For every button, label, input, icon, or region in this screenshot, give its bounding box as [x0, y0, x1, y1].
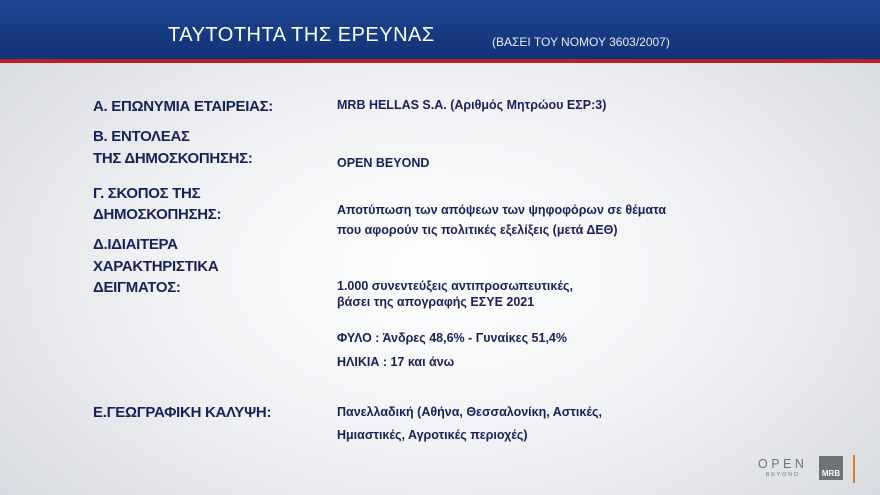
coverage-value-line2: Ημιαστικές, Αγροτικές περιοχές) [337, 428, 528, 442]
client-label-line2: ΤΗΣ ΔΗΜΟΣΚΟΠΗΣΗΣ: [93, 150, 253, 167]
sample-value-line1: 1.000 συνεντεύξεις αντιπροσωπευτικές, [337, 279, 573, 293]
client-value: OPEN BEYOND [337, 156, 430, 170]
mrb-logo-text: MRB [821, 469, 841, 478]
client-label-line1: Β. ΕΝΤΟΛΕΑΣ [93, 128, 190, 145]
page-title: ΤΑΥΤΟΤΗΤΑ ΤΗΣ ΕΡΕΥΝΑΣ [168, 24, 435, 46]
purpose-label-line1: Γ. ΣΚΟΠΟΣ ΤΗΣ [93, 185, 201, 202]
title-banner [0, 0, 880, 63]
open-logo-text: OPEN [758, 457, 808, 471]
beyond-logo-text: BEYOND [765, 472, 800, 478]
sample-label-line1: Δ.ΙΔΙΑΙΤΕΡΑ [93, 236, 178, 253]
gender-value: ΦΥΛΟ : Άνδρες 48,6% - Γυναίκες 51,4% [337, 331, 567, 345]
sample-label-line3: ΔΕΙΓΜΑΤΟΣ: [93, 279, 181, 296]
open-beyond-logo [758, 458, 807, 479]
page-subtitle: (ΒΑΣΕΙ ΤΟΥ ΝΟΜΟΥ 3603/2007) [492, 35, 670, 49]
age-value: ΗΛΙΚΙΑ : 17 και άνω [337, 355, 455, 369]
company-label: Α. ΕΠΩΝΥΜΙΑ ΕΤΑΙΡΕΙΑΣ: [93, 98, 273, 115]
coverage-label: Ε.ΓΕΩΓΡΑΦΙΚΗ ΚΑΛΥΨΗ: [93, 404, 272, 421]
purpose-value-line2: που αφορούν τις πολιτικές εξελίξεις (μετά ΔΕΘ) [337, 223, 618, 237]
purpose-value-line1: Αποτύπωση των απόψεων των ψηφοφόρων σε θέματα [337, 203, 667, 217]
company-value: MRB HELLAS S.A. (Αριθμός Μητρώου ΕΣΡ:3) [337, 98, 607, 112]
sample-value-line2: βάσει της απογραφής ΕΣΥΕ 2021 [337, 295, 535, 309]
sample-label-line2: ΧΑΡΑΚΤΗΡΙΣΤΙΚΑ [93, 258, 219, 275]
purpose-label-line2: ΔΗΜΟΣΚΟΠΗΣΗΣ: [93, 206, 222, 223]
coverage-value-line1: Πανελλαδική (Αθήνα, Θεσσαλονίκη, Αστικές, [337, 405, 602, 419]
logo-accent-bar [853, 455, 855, 483]
mrb-logo [819, 456, 843, 480]
